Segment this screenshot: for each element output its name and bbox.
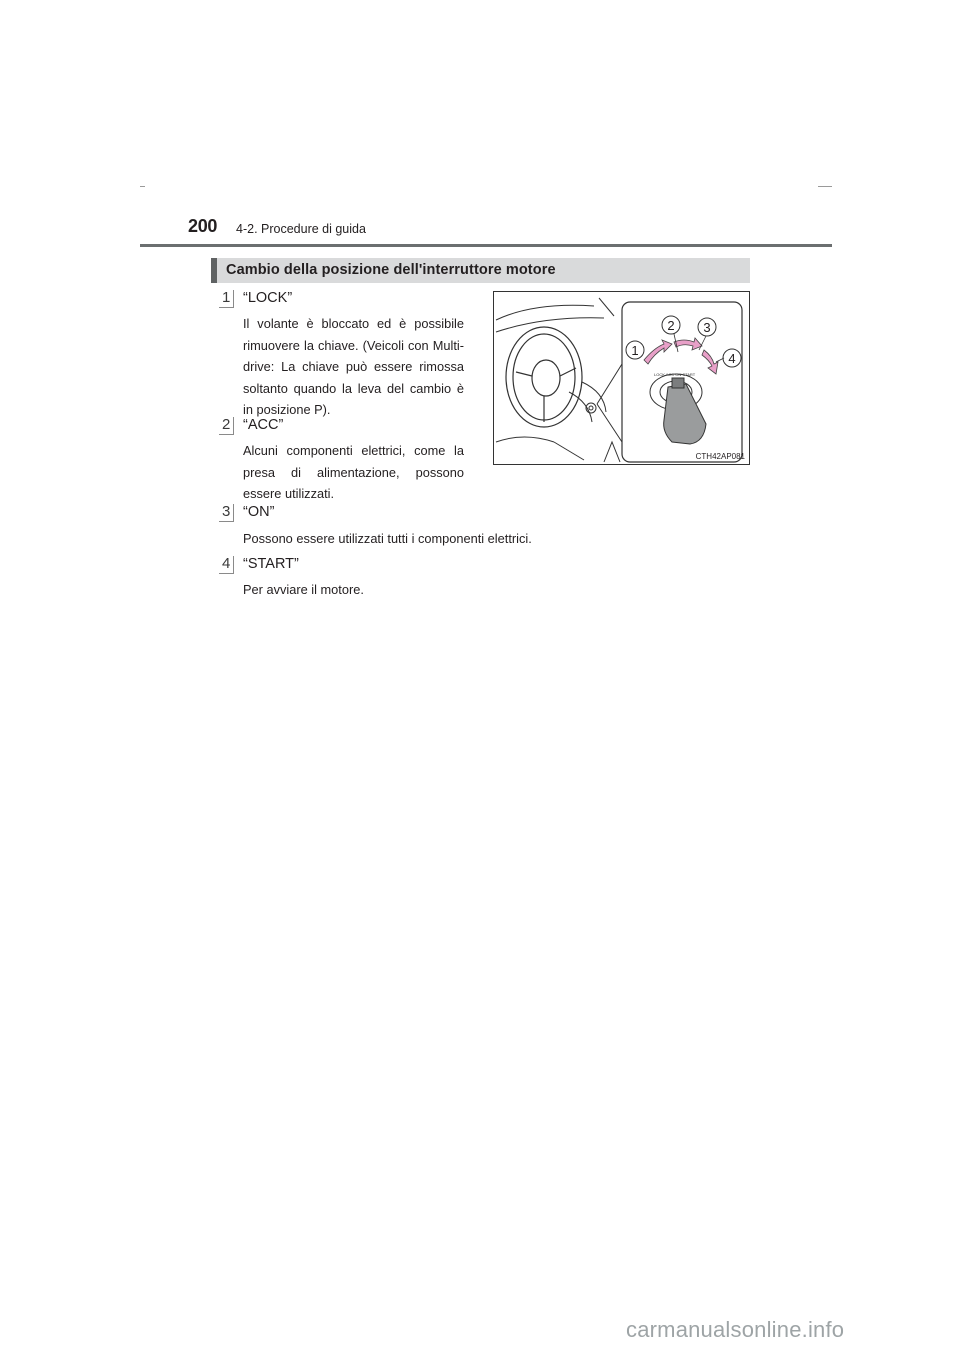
item-title-acc: “ACC” [243,417,284,433]
callout-4: 4 [728,351,736,366]
illustration-drawing [494,292,749,464]
item-body-on: Possono essere utilizzati tutti i componenti elettrici. [243,531,532,546]
item-number-2 [219,417,235,436]
callout-1: 1 [631,343,639,358]
item-number-4 [219,556,235,575]
item-body-start: Per avviare il motore. [243,582,364,597]
crop-mark [818,186,832,187]
item-number-label: 2 [222,416,231,433]
item-number-label: 4 [222,555,231,572]
item-body-lock: Il volante è bloccato ed è possibile rimuovere la chiave. (Veicoli con Multi-drive: La chiave può essere rimossa soltanto quando la leva del cambio è in posizione P). [243,316,464,417]
section-bar-edge [211,258,217,283]
item-title-on: “ON” [243,504,275,520]
watermark: carmanualsonline.info [626,1317,845,1342]
item-number-label: 1 [222,289,231,306]
section-breadcrumb: 4-2. Procedure di guida [236,222,366,236]
item-title-start: “START” [243,556,299,572]
item-number-3 [219,504,235,523]
item-number-1 [219,290,235,309]
svg-text:LOCK ACC ON START: LOCK ACC ON START [654,372,696,377]
header-rule [140,244,832,247]
section-title-bar [211,258,750,283]
steering-wheel-icon [506,327,582,427]
illustration-code: CTH42AP081 [695,452,745,461]
section-title: Cambio della posizione dell'interruttore motore [226,262,556,278]
item-number-label: 3 [222,503,231,520]
callout-2: 2 [667,318,675,333]
engine-switch-illustration [493,291,750,465]
callout-3: 3 [703,320,711,335]
crop-mark [140,186,145,187]
item-body-acc: Alcuni componenti elettrici, come la presa di alimentazione, possono essere utilizzati. [243,443,464,501]
item-title-lock: “LOCK” [243,290,293,306]
page-number: 200 [188,216,218,236]
